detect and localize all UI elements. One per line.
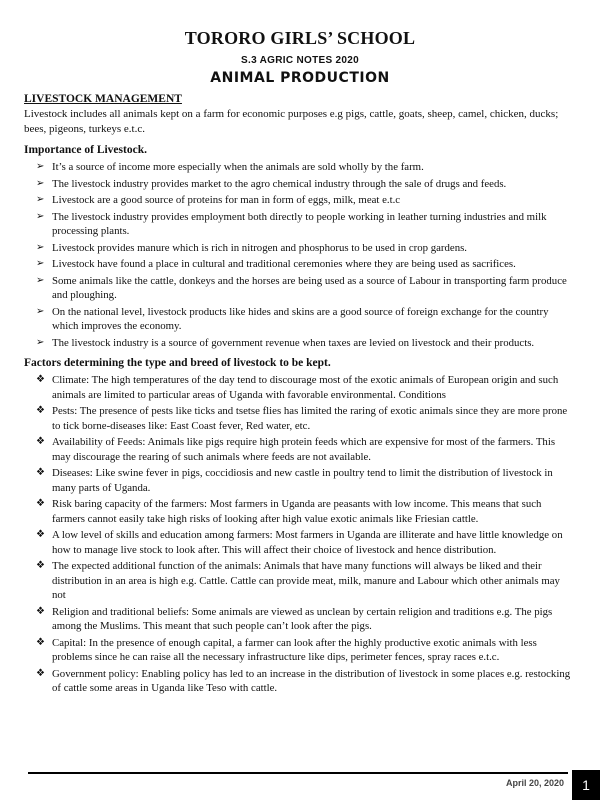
- school-title: TORORO GIRLS’ SCHOOL: [184, 28, 416, 48]
- bullet-marker-icon: ➢: [36, 177, 45, 189]
- topic-title: ANIMAL PRODUCTION: [210, 70, 390, 86]
- list-item-text: Availability of Feeds: Animals like pigs require high protein feeds which are expensive for most of the farmers. This may discourage the rearing of such animals where feeds are not available.: [52, 436, 556, 463]
- bullet-marker-icon: ➢: [36, 241, 45, 253]
- list-item-text: Government policy: Enabling policy has led to an increase in the distribution of livestock in some places e.g. restocking of cattle some areas in Uganda like Teso with cattle.: [52, 667, 571, 694]
- page-number: 1: [572, 770, 600, 800]
- list-item: [24, 404, 576, 433]
- bullet-marker-icon: ➢: [36, 274, 45, 286]
- list-item-text: Livestock provides manure which is rich in nitrogen and phosphorus to be used in crop gardens.: [52, 241, 467, 254]
- list-item: [24, 193, 576, 208]
- bullet-marker-icon: ❖: [36, 605, 45, 617]
- bullet-marker-icon: ❖: [36, 560, 45, 571]
- list-item-text: Livestock have found a place in cultural and traditional ceremonies where they are being used as sacrifices.: [52, 258, 516, 270]
- bullet-marker-icon: ❖: [36, 667, 45, 679]
- list-item-text: It’s a source of income more especially when the animals are sold wholly by the farm.: [52, 161, 424, 173]
- intro-paragraph: Livestock includes all animals kept on a farm for economic purposes e.g pigs, cattle, goats, sheep, camel, chicken, ducks; bees, pigeons, turkeys e.t.c.: [24, 108, 559, 135]
- list-item: [24, 210, 576, 239]
- subject-line: S.3 AGRIC NOTES 2020: [241, 55, 359, 66]
- importance-list: [24, 160, 576, 350]
- factors-heading: Factors determining the type and breed of livestock to be kept.: [24, 357, 331, 369]
- section-heading-livestock-management: LIVESTOCK MANAGEMENT: [24, 93, 182, 105]
- list-item: [24, 435, 576, 464]
- list-item-text: The expected additional function of the animals: Animals that have many functions will always be liked and their distribution in an area is high e.g. Cattle. Cattle can provide meat, milk, manure and Labour which other animals may not: [52, 560, 560, 601]
- list-item-text: The livestock industry is a source of government revenue when taxes are levied on livestock and their products.: [52, 336, 535, 349]
- list-item-text: Climate: The high temperatures of the day tend to discourage most of the exotic animals of European origin and such animals are limited to particular areas of Uganda with favorable environmental. Conditions: [52, 374, 559, 401]
- list-item: [24, 257, 576, 272]
- list-item: [24, 177, 576, 192]
- bullet-marker-icon: ❖: [36, 529, 45, 540]
- document-page: [24, 28, 576, 700]
- list-item-text: Pests: The presence of pests like ticks and tsetse flies has limited the raring of exotic animals since they are more prone to tick borne-diseases like: East Coast fever, Red water, etc.: [52, 405, 568, 432]
- list-item: [24, 274, 576, 303]
- list-item-text: Religion and traditional beliefs: Some animals are viewed as unclean by certain religion and traditions e.g. The pigs among the Muslims. This meant that such people can’t look after the pigs.: [52, 605, 553, 632]
- list-item-text: Diseases: Like swine fever in pigs, coccidiosis and new castle in poultry tend to limit the distribution of livestock in many parts of Uganda.: [52, 467, 553, 494]
- bullet-marker-icon: ➢: [36, 258, 45, 269]
- factors-list: [24, 373, 576, 696]
- list-item-text: Risk baring capacity of the farmers: Most farmers in Uganda are peasants with low income. This means that such farmers cannot easily take high risks of looking after high value exotic animals like Friesian cattle.: [52, 498, 542, 525]
- list-item: [24, 636, 576, 665]
- bullet-marker-icon: ➢: [36, 194, 45, 205]
- list-item: [24, 241, 576, 256]
- bullet-marker-icon: ➢: [36, 210, 45, 222]
- importance-heading: Importance of Livestock.: [24, 144, 147, 156]
- footer-date: April 20, 2020: [505, 778, 564, 788]
- list-item: [24, 160, 576, 175]
- list-item: [24, 466, 576, 495]
- list-item: [24, 497, 576, 526]
- bullet-marker-icon: ➢: [36, 305, 45, 317]
- bullet-marker-icon: ❖: [36, 467, 45, 478]
- bullet-marker-icon: ❖: [36, 636, 45, 648]
- list-item-text: Livestock are a good source of proteins for man in form of eggs, milk, meat e.t.c: [52, 194, 401, 206]
- bullet-marker-icon: ❖: [36, 405, 45, 416]
- list-item-text: The livestock industry provides employment both directly to people working in leather turning industries and milk processing plants.: [52, 210, 547, 237]
- bullet-marker-icon: ❖: [36, 374, 45, 385]
- list-item: [24, 528, 576, 557]
- list-item: [24, 559, 576, 603]
- list-item-text: The livestock industry provides market to the agro chemical industry through the sale of drugs and feeds.: [52, 177, 507, 190]
- bullet-marker-icon: ❖: [36, 498, 45, 509]
- list-item-text: On the national level, livestock products like hides and skins are a good source of foreign exchange for the country which improves the economy.: [52, 305, 549, 332]
- list-item-text: A low level of skills and education among farmers: Most farmers in Uganda are illiterate and have little knowledge on how to manage live stock to look after. This will affect their choice of livestock and hence distribution.: [52, 529, 563, 556]
- list-item-text: Some animals like the cattle, donkeys and the horses are being used as a source of Labour in transporting farm produce and ploughing.: [52, 274, 567, 301]
- bullet-marker-icon: ➢: [36, 161, 45, 172]
- list-item: [24, 373, 576, 402]
- list-item: [24, 305, 576, 334]
- footer-divider: [28, 772, 568, 774]
- bullet-marker-icon: ➢: [36, 336, 45, 348]
- list-item: [24, 605, 576, 634]
- list-item: [24, 667, 576, 696]
- bullet-marker-icon: ❖: [36, 436, 45, 447]
- list-item: [24, 336, 576, 351]
- list-item-text: Capital: In the presence of enough capital, a farmer can look after the highly productive exotic animals with less problems since he can raise all the necessary infrastructure like dips, perimeter fences, spray races e.t.c.: [52, 636, 537, 663]
